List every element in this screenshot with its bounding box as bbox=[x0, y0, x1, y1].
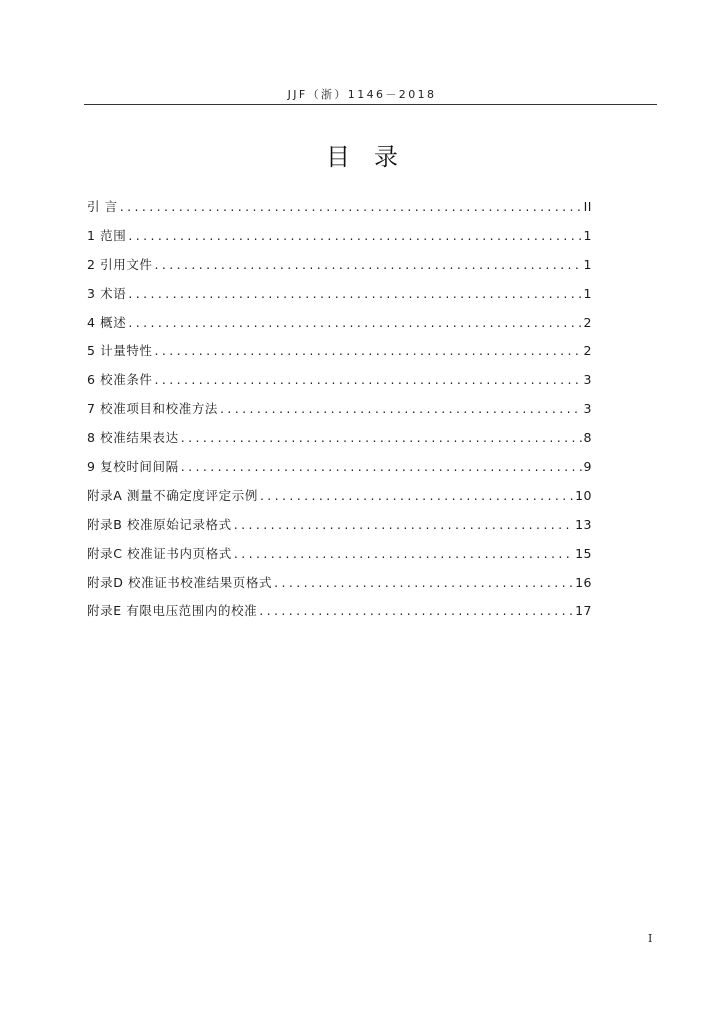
toc-entry-metrological-characteristics[interactable] bbox=[87, 342, 592, 371]
toc-entry-page: 1 bbox=[583, 227, 592, 243]
page-title: 目录 bbox=[326, 143, 422, 172]
toc-entry-page: 13 bbox=[575, 516, 592, 532]
toc-entry-label: 附录C 校准证书内页格式 bbox=[87, 545, 232, 561]
toc-dot-leader bbox=[259, 602, 573, 620]
toc-entry-appendix-b[interactable] bbox=[87, 516, 592, 545]
toc-dot-leader bbox=[128, 227, 581, 245]
toc-entry-page: 16 bbox=[575, 574, 592, 590]
toc-entry-label: 8 校准结果表达 bbox=[87, 430, 179, 446]
toc-dot-leader bbox=[155, 342, 582, 360]
toc-entry-page: 10 bbox=[575, 487, 592, 503]
toc-entry-label: 3 术语 bbox=[87, 285, 127, 301]
toc-entry-appendix-e[interactable] bbox=[87, 602, 592, 631]
toc-entry-appendix-c[interactable] bbox=[87, 545, 592, 574]
toc-dot-leader bbox=[234, 545, 573, 563]
toc-entry-calibration-results[interactable] bbox=[87, 429, 592, 458]
toc-entry-page: II bbox=[583, 199, 592, 214]
toc-entry-page: 1 bbox=[583, 285, 592, 301]
toc-entry-label: 附录A 测量不确定度评定示例 bbox=[87, 487, 258, 503]
table-of-contents bbox=[87, 198, 592, 631]
toc-entry-label: 7 校准项目和校准方法 bbox=[87, 401, 219, 417]
toc-entry-label: 附录D 校准证书校准结果页格式 bbox=[87, 574, 273, 590]
toc-dot-leader bbox=[274, 574, 573, 592]
toc-entry-label: 9 复校时间间隔 bbox=[87, 459, 179, 475]
toc-dot-leader bbox=[155, 256, 582, 274]
page-number: I bbox=[648, 932, 653, 945]
toc-dot-leader bbox=[181, 429, 582, 447]
toc-entry-page: 17 bbox=[575, 603, 592, 619]
toc-entry-references[interactable] bbox=[87, 256, 592, 285]
toc-entry-calibration-items-methods[interactable] bbox=[87, 400, 592, 429]
toc-dot-leader bbox=[260, 487, 573, 505]
toc-dot-leader bbox=[120, 198, 582, 216]
toc-entry-page: 1 bbox=[583, 256, 592, 272]
toc-entry-label: 1 范围 bbox=[87, 227, 127, 243]
toc-entry-recalibration-interval[interactable] bbox=[87, 458, 592, 487]
toc-entry-foreword[interactable] bbox=[87, 198, 592, 227]
toc-entry-page: 9 bbox=[583, 459, 592, 475]
toc-entry-page: 15 bbox=[575, 545, 592, 561]
toc-entry-appendix-a[interactable] bbox=[87, 487, 592, 516]
toc-entry-label: 2 引用文件 bbox=[87, 256, 153, 272]
toc-entry-page: 3 bbox=[583, 401, 592, 417]
toc-dot-leader bbox=[155, 371, 582, 389]
toc-entry-label: 引 言 bbox=[87, 199, 118, 214]
toc-entry-page: 3 bbox=[583, 372, 592, 388]
toc-entry-overview[interactable] bbox=[87, 314, 592, 343]
toc-entry-page: 2 bbox=[583, 314, 592, 330]
toc-entry-label: 附录E 有限电压范围内的校准 bbox=[87, 603, 258, 619]
toc-dot-leader bbox=[128, 314, 581, 332]
toc-dot-leader bbox=[234, 516, 573, 534]
toc-entry-scope[interactable] bbox=[87, 227, 592, 256]
header-divider bbox=[84, 104, 657, 105]
toc-entry-page: 8 bbox=[583, 430, 592, 446]
toc-entry-label: 5 计量特性 bbox=[87, 343, 153, 359]
toc-entry-label: 4 概述 bbox=[87, 314, 127, 330]
toc-entry-page: 2 bbox=[583, 343, 592, 359]
toc-dot-leader bbox=[128, 285, 581, 303]
toc-dot-leader bbox=[220, 400, 582, 418]
toc-entry-terms[interactable] bbox=[87, 285, 592, 314]
toc-entry-calibration-conditions[interactable] bbox=[87, 371, 592, 400]
toc-entry-label: 6 校准条件 bbox=[87, 372, 153, 388]
toc-entry-appendix-d[interactable] bbox=[87, 574, 592, 603]
toc-entry-label: 附录B 校准原始记录格式 bbox=[87, 516, 232, 532]
toc-dot-leader bbox=[181, 458, 582, 476]
document-code-header: JJF（浙）1146－2018 bbox=[287, 88, 437, 101]
